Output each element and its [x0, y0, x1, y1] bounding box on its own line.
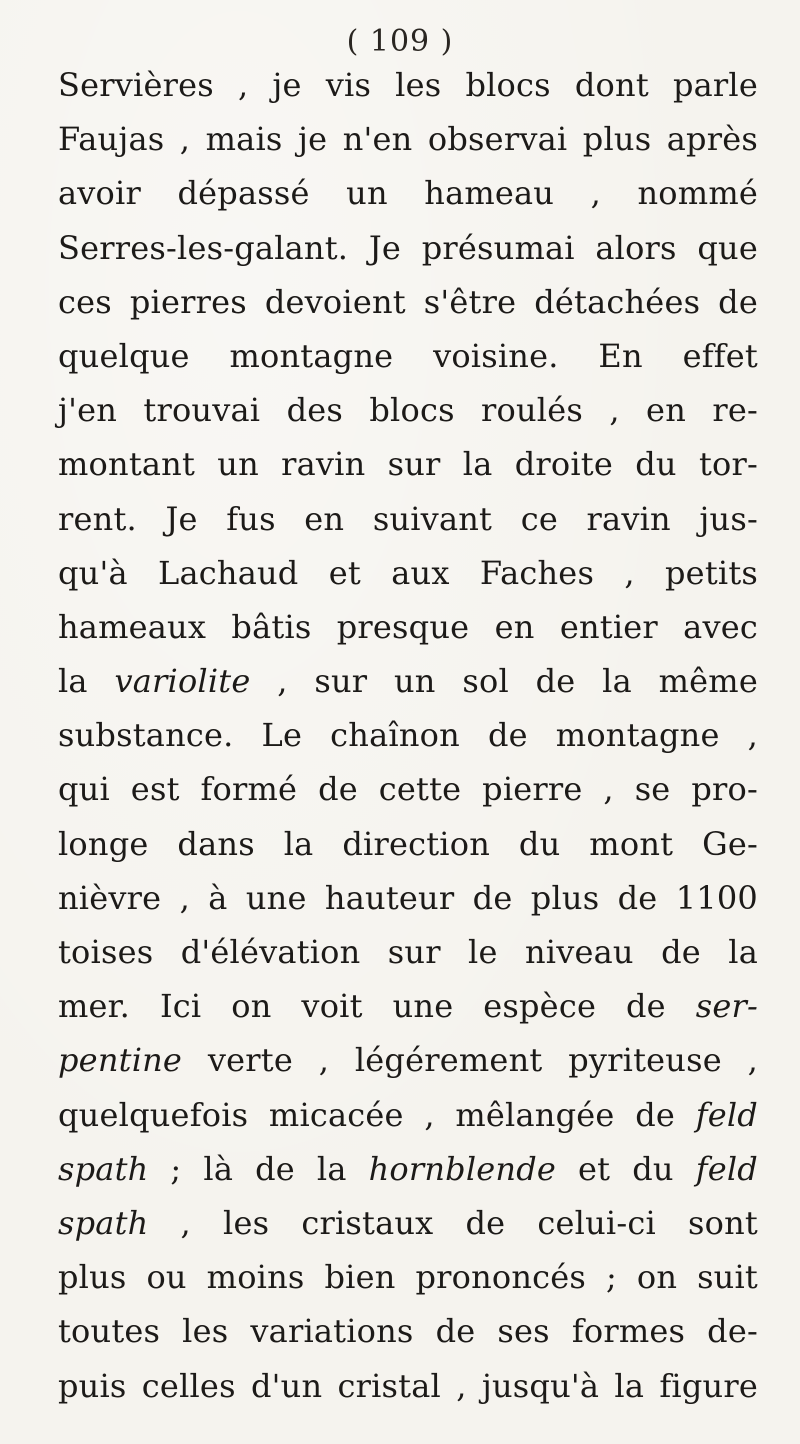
text-run: la — [58, 662, 115, 701]
text-line — [58, 1142, 758, 1196]
text-line: substance. Le chaînon de montagne , — [58, 716, 758, 755]
text-line: nièvre , à une hauteur de plus de 1100 — [58, 878, 758, 917]
italic-term: ser- — [695, 987, 758, 1026]
italic-term: hornblende — [368, 1149, 557, 1188]
text-line — [58, 1196, 758, 1250]
text-line: puis celles d'un cristal , jusqu'à la figure — [58, 1366, 758, 1405]
italic-term: feld — [695, 1149, 758, 1188]
text-line — [58, 1088, 758, 1142]
text-line: toises d'élévation sur le niveau de la — [58, 933, 758, 971]
italic-term: spath — [58, 1203, 149, 1242]
text-run: , les cristaux de celui-ci sont — [148, 1203, 758, 1242]
page-number: ( 109 ) — [346, 24, 454, 59]
text-line: plus ou moins bien prononcés ; on suit — [58, 1258, 758, 1297]
text-line: ces pierres devoient s'être détachées de — [58, 282, 758, 321]
italic-term: spath — [58, 1149, 149, 1188]
text-run: ; là de la — [148, 1149, 369, 1188]
text-run: et du — [556, 1149, 696, 1188]
text-run: , sur un sol de la même — [250, 662, 758, 701]
italic-term: feld — [695, 1095, 758, 1134]
text-line: toutes les variations de ses formes de- — [58, 1312, 758, 1351]
text-line — [58, 979, 758, 1033]
text-line: avoir dépassé un hameau , nommé — [58, 174, 758, 213]
italic-term: pentine — [58, 1041, 183, 1080]
text-line: montant un ravin sur la droite du tor- — [58, 445, 758, 484]
text-line: Serres-les-galant. Je présumai alors que — [58, 228, 758, 267]
text-run: mer. Ici on voit une espèce de — [58, 987, 696, 1026]
text-line: rent. Je fus en suivant ce ravin jus- — [58, 499, 758, 538]
text-line: qu'à Lachaud et aux Faches , petits — [58, 553, 758, 592]
text-line: longe dans la direction du mont Ge- — [58, 824, 758, 863]
text-line: qui est formé de cette pierre , se pro- — [58, 770, 758, 809]
text-line: j'en trouvai des blocs roulés , en re- — [58, 391, 758, 430]
text-line: quelque montagne voisine. En effet — [58, 336, 758, 375]
text-line: hameaux bâtis presque en entier avec — [58, 607, 758, 646]
text-run: quelquefois micacée , mêlangée de — [58, 1095, 696, 1134]
italic-term: variolite — [114, 662, 251, 701]
body-text — [58, 58, 758, 1413]
text-line — [58, 1033, 758, 1087]
text-run: verte , légérement pyriteuse , — [182, 1041, 758, 1080]
text-line — [58, 654, 758, 708]
text-line: Servières , je vis les blocs dont parle — [58, 66, 758, 104]
text-line: Faujas , mais je n'en observai plus après — [58, 120, 758, 159]
